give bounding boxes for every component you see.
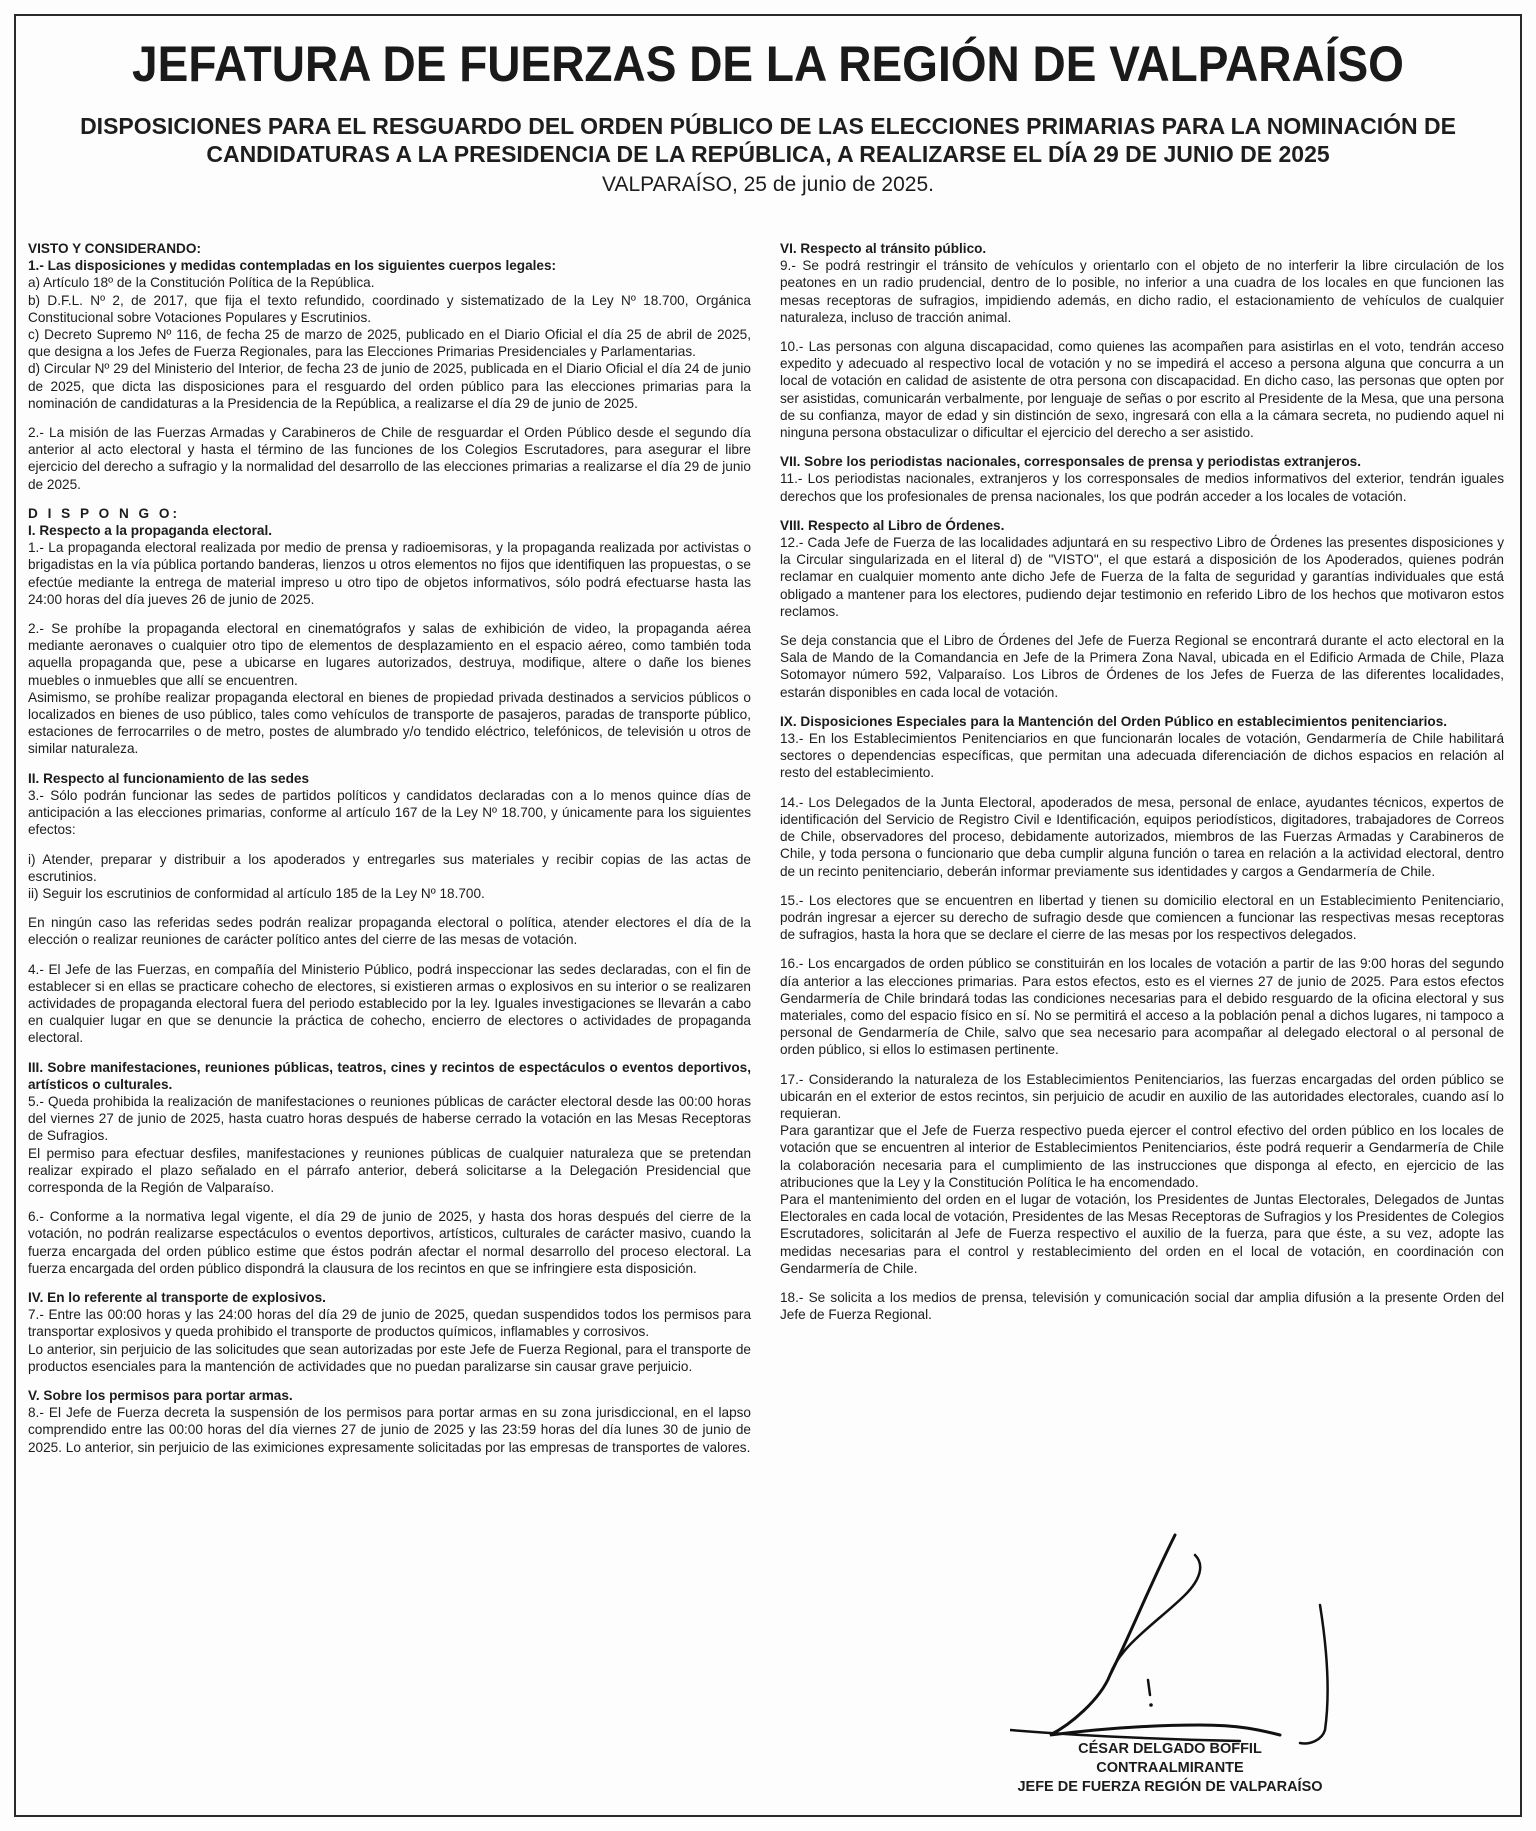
section-6-heading: VI. Respecto al tránsito público. bbox=[780, 241, 987, 256]
paragraph-12b: Se deja constancia que el Libro de Órdenes del Jefe de Fuerza Regional se encontrará durante el acto electoral en la Sala de Mando de la Comandancia en Jefe de la Primera Zona Naval, ubicada en el Edificio Armada de Chile, Plaza Sotomayor número 592, Valparaíso. Los Libros de Órdenes de los Jefes de Fuerza de las diferentes localidades, estarán disponibles en cada local de votación. bbox=[780, 633, 1504, 700]
paragraph-3-ii: ii) Seguir los escrutinios de conformidad al artículo 185 de la Ley Nº 18.700. bbox=[28, 885, 485, 901]
right-column bbox=[780, 240, 1504, 1323]
section-4-heading: IV. En lo referente al transporte de explosivos. bbox=[28, 1289, 326, 1305]
section-2-heading: II. Respecto al funcionamiento de las sedes bbox=[28, 770, 310, 786]
item1-heading: 1.- Las disposiciones y medidas contempladas en los siguientes cuerpos legales: bbox=[28, 258, 557, 274]
section-9-heading: IX. Disposiciones Especiales para la Mantención del Orden Público en establecimientos penitenciarios. bbox=[780, 713, 1448, 729]
paragraph-5: 5.- Queda prohibida la realización de manifestaciones o reuniones públicas de carácter electoral desde las 00:00 horas del viernes 27 de junio de 2025, hasta cuatro horas después de haberse cerrado la votación en las Mesas Receptoras de Sufragios. bbox=[28, 1093, 751, 1144]
paragraph-17b: Para garantizar que el Jefe de Fuerza respectivo pueda ejercer el control efectivo del orden público en los locales de votación que se encuentren al interior de Establecimientos Penitenciarios, éste podrá requerir a Gendarmería de Chile la colaboración necesaria para el cumplimiento de las instrucciones que disponga al efecto, en ejercicio de las atribuciones que la Ley y la Constitución Política le ha encomendado. bbox=[780, 1123, 1504, 1190]
paragraph-3: 3.- Sólo podrán funcionar las sedes de partidos políticos y candidatos declaradas con a lo menos quince días de anticipación a las elecciones primarias, conforme al artículo 167 de la Ley Nº 18.700, y únicamente para los siguientes efectos: bbox=[28, 787, 751, 838]
paragraph-18: 18.- Se solicita a los medios de prensa, televisión y comunicación social dar amplia difusión a la presente Orden del Jefe de Fuerza Regional. bbox=[780, 1289, 1504, 1323]
paragraph-13: 13.- En los Establecimientos Penitenciarios en que funcionarán locales de votación, Gendarmería de Chile habilitará sectores o dependencias específicas, que permitan una adecuada diferenciación de dichos espacios en relación al resto del establecimiento. bbox=[780, 731, 1504, 781]
paragraph-11: 11.- Los periodistas nacionales, extranjeros y los corresponsales de medios informativos del exterior, tendrán iguales derechos que los profesionales de prensa nacionales, los que podrán acceder a los locales de votación. bbox=[780, 471, 1504, 504]
item1-c: c) Decreto Supremo Nº 116, de fecha 25 de marzo de 2025, publicado en el Diario Oficial el día 25 de abril de 2025, que designa a los Jefes de Fuerza Regionales, para las Elecciones Primarias Presidenciales y Parlamentarias. bbox=[28, 327, 751, 360]
item1-d: d) Circular Nº 29 del Ministerio del Interior, de fecha 23 de junio de 2025, publicada en el Diario Oficial el día 24 de junio de 2025, que dicta las disposiciones para el resguardo del orden público para las elecciones primarias para la nominación de candidaturas a la Presidencia de la República, a realizarse el día 29 de junio de 2025. bbox=[28, 361, 751, 411]
left-column bbox=[28, 240, 751, 1456]
handwritten-signature bbox=[1010, 1525, 1430, 1765]
paragraph-17c: Para el mantenimiento del orden en el lugar de votación, los Presidentes de Juntas Electorales, Delegados de Juntas Electorales en cada local de votación, Presidentes de las Mesas Receptoras de Sufragios y los Presidentes de Colegios Escrutadores, solicitarán al Jefe de Fuerza respectivo el auxilio de la fuerza, para que éste, a su vez, adopte las medidas necesarias para el control y restablecimiento del orden en el local de votación, en coordinación con Gendarmería de Chile. bbox=[780, 1191, 1504, 1276]
item1-a: a) Artículo 18º de la Constitución Política de la República. bbox=[28, 275, 375, 291]
paragraph-1: 1.- La propaganda electoral realizada por medio de prensa y radioemisoras, y la propaganda realizada por activistas o brigadistas en la vía pública portando banderas, lienzos u otros elementos no fijos que identifiquen las propuestas, o se efectúe mediante la entrega de material impreso u otro tipo de objetos informativos, sólo podrá efectuarse hasta las 24:00 horas del día jueves 26 de junio de 2025. bbox=[28, 540, 751, 607]
signature-block bbox=[960, 1740, 1380, 1797]
paragraph-7: 7.- Entre las 00:00 horas y las 24:00 horas del día 29 de junio de 2025, quedan suspendidos todos los permisos para transportar explosivos y queda prohibido el transporte de productos químicos, inflamables y corrosivos. bbox=[28, 1307, 751, 1340]
paragraph-17: 17.- Considerando la naturaleza de los Establecimientos Penitenciarios, las fuerzas encargadas del orden público se ubicarán en el exterior de estos recintos, sin perjuicio de acudir en auxilio de las autoridades electorales, cuando así lo requieran. bbox=[780, 1071, 1504, 1121]
paragraph-3b: En ningún caso las referidas sedes podrán realizar propaganda electoral o política, atender electores el día de la elección o realizar reuniones de carácter político antes del cierre de las mesas de votación. bbox=[28, 915, 751, 948]
dispongo-heading: D I S P O N G O: bbox=[28, 505, 180, 521]
page-subtitle: DISPOSICIONES PARA EL RESGUARDO DEL ORDEN PÚBLICO DE LAS ELECCIONES PRIMARIAS PARA LA NOMINACIÓN DE CANDIDATURAS A LA PRESIDENCIA DE LA REPÚBLICA, A REALIZARSE EL DÍA 29 DE JUNIO DE 2025 bbox=[80, 113, 1456, 167]
signatory-name: CÉSAR DELGADO BOFFIL bbox=[1078, 1741, 1262, 1757]
paragraph-6: 6.- Conforme a la normativa legal vigente, el día 29 de junio de 2025, y hasta dos horas después del cierre de la votación, no podrán realizarse espectáculos o eventos deportivos, artísticos, culturales de carácter masivo, cuando la fuerza encargada del orden público estime que éstos podrán afectar el normal desarrollo del proceso electoral. La fuerza encargada del orden público dispondrá la clausura de los recintos en que se infringiere esta disposición. bbox=[28, 1209, 751, 1276]
item1-b: b) D.F.L. Nº 2, de 2017, que fija el texto refundido, coordinado y sistematizado de la Ley Nº 18.700, Orgánica Constitucional sobre Votaciones Populares y Escrutinios. bbox=[28, 292, 751, 325]
section-8-heading: VIII. Respecto al Libro de Órdenes. bbox=[780, 517, 1005, 533]
paragraph-12: 12.- Cada Jefe de Fuerza de las localidades adjuntará en su respectivo Libro de Órdenes las presentes disposiciones y la Circular singularizada en el literal d) de "VISTO", el que estará a disposición de los Apoderados, quienes podrán reclamar en cualquier momento ante dicho Jefe de Fuerza de la falta de seguridad y garantías individuales que está obligado a mantener para los electores, pudiendo dejar testimonio en referido Libro de los hechos que motivaron estos reclamos. bbox=[780, 535, 1504, 619]
paragraph-14: 14.- Los Delegados de la Junta Electoral, apoderados de mesa, personal de enlace, ayudantes técnicos, expertos de identificación del Servicio de Registro Civil e Identificación, equipos periodísticos, digitadores, trabajadores de Correos de Chile, observadores del proceso, debidamente autorizados, miembros de las Fuerzas Armadas y Carabineros de Chile, y toda persona o funcionario que deba cumplir alguna función o tarea en relación a la actividad electoral, dentro de un recinto penitenciario, deberán informar previamente sus identidades y cargos a Gendarmería de Chile. bbox=[780, 794, 1504, 879]
header bbox=[30, 34, 1506, 198]
paragraph-8: 8.- El Jefe de Fuerza decreta la suspensión de los permisos para portar armas en su zona jurisdiccional, en el lapso comprendido entre las 00:00 horas del día viernes 27 de junio de 2025 y las 23:59 horas del día lunes 30 de junio de 2025. Lo anterior, sin perjuicio de las eximiciones expresamente solicitadas por las empresas de transportes de valores. bbox=[28, 1405, 751, 1455]
dateline: VALPARAÍSO, 25 de junio de 2025. bbox=[602, 173, 934, 196]
paragraph-7b: Lo anterior, sin perjuicio de las solicitudes que sean autorizadas por este Jefe de Fuerza Regional, para el transporte de productos esenciales para la mantención de actividades que no puedan paralizarse sin causar grave perjuicio. bbox=[28, 1341, 751, 1374]
paragraph-2b: Asimismo, se prohíbe realizar propaganda electoral en bienes de propiedad privada destinados a servicios públicos o localizados en bienes de uso público, tales como vehículos de transporte de pasajeros, paradas de transporte público, estaciones de ferrocarriles o de metro, postes de alumbrado y/o tendido eléctrico, telefónicos, de televisión u otros de similar naturaleza. bbox=[28, 689, 751, 757]
signatory-rank: CONTRAALMIRANTE bbox=[1096, 1760, 1244, 1776]
page-title: JEFATURA DE FUERZAS DE LA REGIÓN DE VALPARAÍSO bbox=[132, 36, 1404, 92]
section-1-heading: I. Respecto a la propaganda electoral. bbox=[28, 523, 273, 539]
paragraph-2: 2.- Se prohíbe la propaganda electoral en cinematógrafos y salas de exhibición de video, la propaganda aérea mediante aeronaves o cualquier otro tipo de elementos de desplazamiento en el espacio aéreo, como también toda aquella propaganda que, pese a ubicarse en lugares autorizados, destruya, modifique, altere o dañe los bienes muebles o inmuebles que allí se encuentren. bbox=[28, 621, 751, 688]
signatory-role: JEFE DE FUERZA REGIÓN DE VALPARAÍSO bbox=[1017, 1779, 1323, 1795]
paragraph-3-i: i) Atender, preparar y distribuir a los apoderados y entregarles sus materiales y recibir copias de las actas de escrutinios. bbox=[28, 851, 751, 884]
paragraph-10: 10.- Las personas con alguna discapacidad, como quienes las acompañen para asistirlas en el voto, tendrán acceso expedito y adecuado al respectivo local de votación y no se impedirá el acceso a persona alguna que concurra a un local de votación en calidad de asistente de otra persona con discapacidad. En dicho caso, las personas que opten por ser asistidas, comunicarán verbalmente, por lenguaje de señas o por escrito al Presidente de la Mesa, que una persona de su confianza, mayor de edad y sin distinción de sexo, ingresará con ella a la cámara secreta, no pudiendo aquel ni ninguna persona obstaculizar o dificultar el ejercicio del derecho a ser asistido. bbox=[780, 339, 1504, 441]
paragraph-16: 16.- Los encargados de orden público se constituirán en los locales de votación a partir de las 9:00 horas del segundo día anterior a las elecciones primarias. Para estos efectos, esto es el viernes 27 de junio de 2025. Para estos efectos Gendarmería de Chile brindará todas las condiciones necesarias para el debido resguardo de la oficina electoral y sus materiales, como del espacio físico en sí. No se permitirá el acceso a la población penal a dichos lugares, ni tampoco a personal de Gendarmería de Chile, salvo que sea necesario para acompañar al delegado electoral o al personal de orden público, si ellos lo estimasen pertinente. bbox=[780, 956, 1504, 1058]
visto-heading: VISTO Y CONSIDERANDO: bbox=[28, 241, 201, 256]
paragraph-15: 15.- Los electores que se encuentren en libertad y tienen su domicilio electoral en un Establecimiento Penitenciario, podrán ingresar a ejercer su derecho de sufragio desde que comiencen a funcionar las respectivas mesas receptoras de sufragios, hasta la hora que se declare el cierre de las mesas por los respectivos delegados. bbox=[780, 892, 1504, 943]
section-7-heading: VII. Sobre los periodistas nacionales, corresponsales de prensa y periodistas extranjeros. bbox=[780, 454, 1361, 470]
section-5-heading: V. Sobre los permisos para portar armas. bbox=[28, 1387, 293, 1403]
section-3-heading: III. Sobre manifestaciones, reuniones públicas, teatros, cines y recintos de espectáculos o eventos deportivos, artísticos o culturales. bbox=[28, 1059, 751, 1092]
paragraph-4: 4.- El Jefe de las Fuerzas, en compañía del Ministerio Público, podrá inspeccionar las sedes declaradas, con el fin de establecer si en ellas se practicare cohecho de electores, si existieren armas o explosivos en su interior o se realizaren actividades de propaganda electoral fuera del periodo establecido por la ley. Iguales investigaciones se llevarán a cabo en cualquier lugar en que se denuncie la práctica de cohecho, encierro de electores o actividades de propaganda electoral. bbox=[28, 961, 751, 1046]
item2: 2.- La misión de las Fuerzas Armadas y Carabineros de Chile de resguardar el Orden Público desde el segundo día anterior al acto electoral y hasta el término de las funciones de los Colegios Escrutadores, para asegurar el libre ejercicio del derecho a sufragio y la normalidad del desarrollo de las elecciones primarias a realizarse el día 29 de junio de 2025. bbox=[28, 425, 751, 492]
paragraph-5b: El permiso para efectuar desfiles, manifestaciones y reuniones públicas de cualquier naturaleza que se pretendan realizar expirado el plazo señalado en el párrafo anterior, deberá solicitarse a la Delegación Presidencial que corresponda de la Región de Valparaíso. bbox=[28, 1145, 751, 1195]
paragraph-9: 9.- Se podrá restringir el tránsito de vehículos y orientarlo con el objeto de no interferir la libre circulación de los peatones en un radio prudencial, dentro de lo posible, no inferior a una cuadra de los locales en que funcionen las mesas receptoras de sufragios, impidiendo además, en dicho radio, el estacionamiento de vehículos de cualquier naturaleza, incluso de tracción animal. bbox=[780, 258, 1504, 325]
